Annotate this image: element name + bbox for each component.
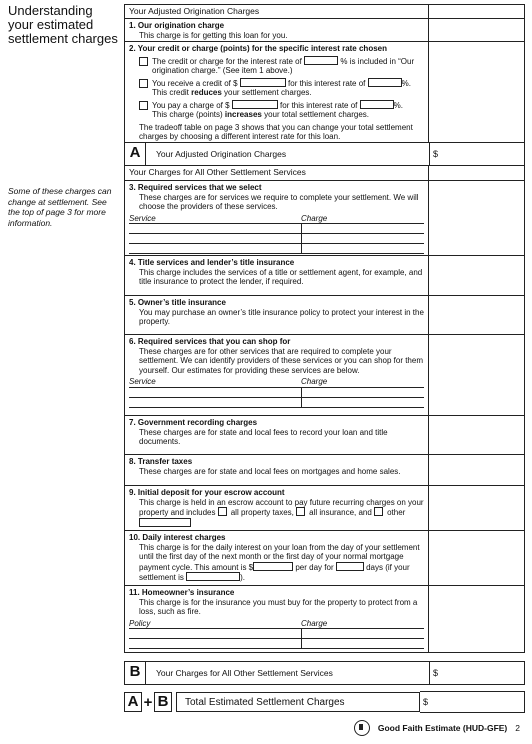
other-checkbox[interactable]	[374, 507, 383, 516]
item-9-title: 9. Initial deposit for your escrow account	[129, 488, 285, 497]
item-10-desc-d: ).	[240, 573, 246, 582]
item-8-title: 8. Transfer taxes	[129, 457, 193, 466]
section-a-header-row	[124, 4, 525, 19]
item-2-title: 2. Your credit or charge (points) for the specific interest rate chosen	[129, 44, 387, 53]
item-2-option-2	[139, 78, 424, 98]
col-charge: Charge	[301, 377, 328, 386]
total-b-label: Your Charges for All Other Settlement Services	[146, 662, 430, 684]
daily-amount-field[interactable]	[253, 562, 293, 571]
item-11-amount[interactable]	[429, 586, 524, 652]
item-10-row	[124, 531, 525, 586]
col-policy: Policy	[129, 618, 151, 628]
property-taxes-checkbox[interactable]	[218, 507, 227, 516]
insurance-checkbox[interactable]	[296, 507, 305, 516]
sidebar-heading: Understanding your estimated settlement charges	[8, 3, 118, 46]
item-6-title: 6. Required services that you can shop for	[129, 337, 291, 346]
other-label: other	[387, 508, 406, 517]
option-2-rate-field[interactable]	[368, 78, 402, 87]
grand-total-amount[interactable]: $	[420, 691, 525, 713]
item-8-row	[124, 455, 525, 486]
section-b-header: Your Charges for All Other Settlement Services	[125, 166, 429, 180]
item-2-option-3	[139, 100, 424, 120]
table-row[interactable]	[129, 234, 424, 244]
total-a-letter: A	[125, 143, 146, 165]
option-1-checkbox[interactable]	[139, 57, 148, 66]
item-6-row	[124, 335, 525, 416]
option-3-rate-field[interactable]	[360, 100, 394, 109]
page-number: 2	[515, 723, 520, 733]
table-row[interactable]	[129, 244, 424, 254]
option-3-text-b: for this interest rate of	[280, 100, 358, 110]
footer-text: Good Faith Estimate (HUD-GFE)	[377, 723, 508, 733]
item-4-amount[interactable]	[429, 256, 524, 295]
tradeoff-note: The tradeoff table on page 3 shows that you can change your total settlement charges by choosing a different interest rate for this loan.	[139, 122, 413, 141]
col-charge: Charge	[301, 213, 328, 223]
total-b-amount[interactable]: $	[433, 668, 439, 678]
item-7-amount[interactable]	[429, 416, 524, 454]
grand-total-letter-a: A	[124, 692, 142, 712]
option-1-text-b: % is included in “Our origination charge.” (See item 1 above.)	[152, 56, 415, 75]
item-1-amount[interactable]	[429, 19, 524, 41]
total-b-row	[124, 661, 525, 685]
item-10-amount[interactable]	[429, 531, 524, 585]
item-1-desc: This charge is for getting this loan for you.	[139, 30, 288, 40]
item-3-amount[interactable]	[429, 181, 524, 255]
total-a-amount[interactable]: $	[433, 149, 439, 159]
option-2-checkbox[interactable]	[139, 79, 148, 88]
option-3-text-d: This charge (points)	[152, 110, 225, 119]
total-a-row	[124, 143, 525, 166]
item-2-option-1	[139, 56, 424, 76]
item-5-title: 5. Owner’s title insurance	[129, 298, 226, 307]
option-2-text-d: This credit	[152, 88, 192, 97]
item-6-desc: These charges are for other services that are required to complete your settlement. We can identify providers of these services or you can shop for them yourself. Our estimates for providing these services are below.	[139, 346, 423, 375]
section-a-header: Your Adjusted Origination Charges	[125, 5, 429, 18]
option-3-checkbox[interactable]	[139, 101, 148, 110]
item-5-desc: You may purchase an owner’s title insurance policy to protect your interest in the property.	[139, 307, 424, 326]
item-8-desc: These charges are for state and local fees on mortgages and home sales.	[139, 466, 401, 476]
item-8-amount[interactable]	[429, 455, 524, 485]
option-2-text-f: your settlement charges.	[221, 88, 312, 97]
table-row[interactable]	[129, 398, 424, 408]
days-field[interactable]	[336, 562, 364, 571]
item-7-desc: These charges are for state and local fees to record your loan and title documents.	[139, 427, 388, 446]
grand-total-letter-b: B	[154, 692, 172, 712]
option-1-text-a: The credit or charge for the interest rate of	[152, 56, 302, 66]
item-5-amount[interactable]	[429, 296, 524, 334]
gfe-form	[124, 4, 525, 713]
item-6-table	[129, 377, 424, 408]
section-b-header-row	[124, 166, 525, 181]
item-4-desc: This charge includes the services of a title or settlement agent, for example, and title insurance to protect the lender, if required.	[139, 267, 423, 286]
option-2-credit-field[interactable]	[240, 78, 286, 87]
col-charge: Charge	[301, 618, 328, 628]
option-3-text-e: increases	[224, 110, 262, 119]
footer	[354, 720, 520, 736]
option-2-text-a: You receive a credit of $	[152, 78, 238, 88]
item-1-title: 1. Our origination charge	[129, 21, 225, 30]
option-1-rate-field[interactable]	[304, 56, 338, 65]
table-row[interactable]	[129, 224, 424, 234]
other-field[interactable]	[139, 518, 191, 527]
item-2-row	[124, 42, 525, 143]
item-1-row	[124, 19, 525, 42]
property-taxes-label: all property taxes,	[230, 508, 294, 517]
item-10-title: 10. Daily interest charges	[129, 533, 226, 542]
grand-total-row	[124, 691, 525, 713]
item-6-amount[interactable]	[429, 335, 524, 415]
item-3-title: 3. Required services that we select	[129, 183, 262, 192]
item-10-desc-b: per day for	[295, 562, 334, 572]
table-row[interactable]	[129, 639, 424, 649]
option-3-text-c: %.	[393, 100, 403, 110]
total-b-letter: B	[125, 662, 146, 684]
item-4-title: 4. Title services and lender’s title insurance	[129, 258, 295, 267]
item-3-desc: These charges are for services we require to complete your settlement. We will choose the providers of these services.	[139, 192, 419, 211]
item-4-row	[124, 256, 525, 296]
option-3-charge-field[interactable]	[232, 100, 278, 109]
item-3-table	[129, 214, 424, 255]
col-service: Service	[129, 377, 156, 386]
item-11-row	[124, 586, 525, 653]
settlement-date-field[interactable]	[186, 572, 240, 581]
item-9-desc: This charge is held in an escrow account to pay future recurring charges on your property and includes	[139, 497, 424, 517]
total-a-label: Your Adjusted Origination Charges	[146, 143, 430, 165]
insurance-label: all insurance,	[309, 508, 357, 517]
grand-total-label: Total Estimated Settlement Charges	[176, 692, 420, 712]
item-11-title: 11. Homeowner’s insurance	[129, 588, 235, 597]
item-11-table	[129, 619, 424, 650]
table-row[interactable]	[129, 629, 424, 639]
option-2-text-c: %.	[401, 78, 411, 88]
item-9-and: and	[358, 508, 372, 517]
hud-seal-icon	[354, 720, 370, 736]
option-3-text-f: your total settlement charges.	[261, 110, 370, 119]
col-service: Service	[129, 213, 156, 223]
option-3-text-a: You pay a charge of $	[152, 100, 230, 110]
grand-total-plus: +	[143, 693, 153, 711]
item-2-amount[interactable]	[429, 42, 524, 142]
item-7-title: 7. Government recording charges	[129, 418, 258, 427]
table-row[interactable]	[129, 388, 424, 398]
item-7-row	[124, 416, 525, 455]
item-5-row	[124, 296, 525, 335]
item-10-desc-a: This charge is for the daily interest on your loan from the day of your settlement until the first day of the next month or the first day of your normal mortgage payment cycle. This amount is $	[139, 542, 420, 572]
option-2-text-e: reduces	[191, 88, 222, 97]
item-9-amount[interactable]	[429, 486, 524, 530]
item-3-row	[124, 181, 525, 256]
item-11-desc: This charge is for the insurance you must buy for the property to protect from a loss, such as fire.	[139, 597, 418, 616]
item-9-row	[124, 486, 525, 531]
option-2-text-b: for this interest rate of	[288, 78, 366, 88]
sidebar-note: Some of these charges can change at settlement. See the top of page 3 for more information.	[8, 186, 112, 228]
item-10-desc-c: days (if your settlement is	[139, 562, 410, 582]
